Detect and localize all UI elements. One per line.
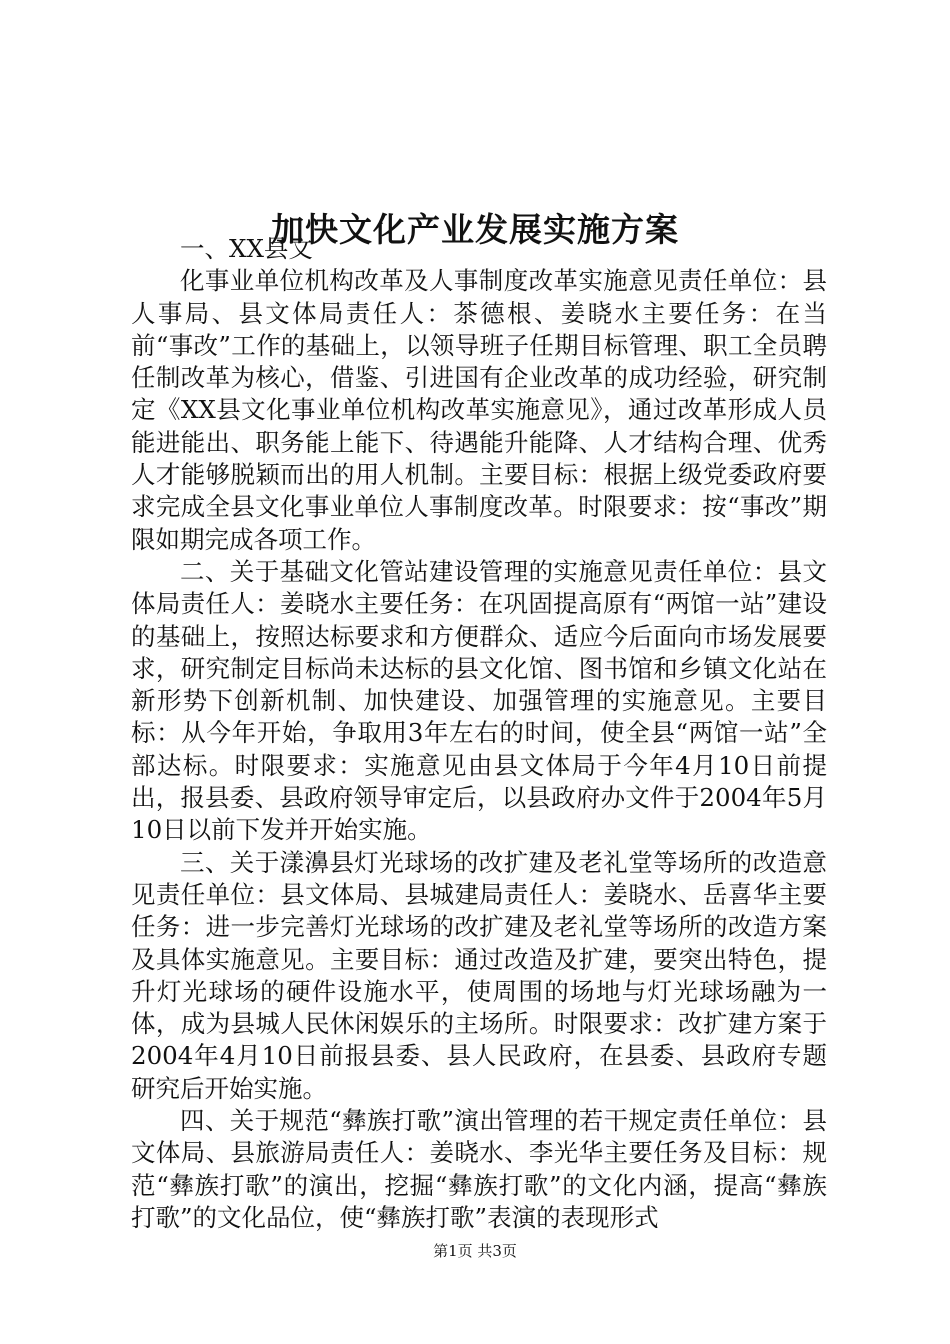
paragraph-3: 三、关于漾濞县灯光球场的改扩建及老礼堂等场所的改造意见责任单位：县文体局、县城建局责任人：姜晓水、岳喜华主要任务：进一步完善灯光球场的改扩建及老礼堂等场所的改造方案及具体实施意见。主要目标：通过改造及扩建，要突出特色，提升灯光球场的硬件设施水平，使周围的场地与灯光球场融为一体，成为县城人民休闲娱乐的主场所。时限要求：改扩建方案于2004年4月10日前报县委、县人民政府，在县委、县政府专题研究后开始实施。	[131, 847, 827, 1103]
page-number-footer: 第1页 共3页	[433, 1242, 517, 1260]
paragraph-1: 化事业单位机构改革及人事制度改革实施意见责任单位：县人事局、县文体局责任人：茶德根、姜晓水主要任务：在当前“事改”工作的基础上，以领导班子任期目标管理、职工全员聘任制改革为核心，借鉴、引进国有企业改革的成功经验，研究制定《XX县文化事业单位机构改革实施意见》，通过改革形成人员能进能出、职务能上能下、待遇能升能降、人才结构合理、优秀人才能够脱颖而出的用人机制。主要目标：根据上级党委政府要求完成全县文化事业单位人事制度改革。时限要求：按“事改”期限如期完成各项工作。	[131, 266, 827, 554]
document-title: 加快文化产业发展实施方案	[271, 210, 679, 250]
paragraph-intro: 一、XX县文	[180, 234, 313, 263]
paragraph-2: 二、关于基础文化管站建设管理的实施意见责任单位：县文体局责任人：姜晓水主要任务：在巩固提高原有“两馆一站”建设的基础上，按照达标要求和方便群众、适应今后面向市场发展要求，研究制定目标尚未达标的县文化馆、图书馆和乡镇文化站在新形势下创新机制、加快建设、加强管理的实施意见。主要目标：从今年开始，争取用3年左右的时间，使全县“两馆一站”全部达标。时限要求：实施意见由县文体局于今年4月10日前提出，报县委、县政府领导审定后，以县政府办文件于2004年5月10日以前下发并开始实施。	[131, 556, 827, 845]
paragraph-4: 四、关于规范“彝族打歌”演出管理的若干规定责任单位：县文体局、县旅游局责任人：姜晓水、李光华主要任务及目标：规范“彝族打歌”的演出，挖掘“彝族打歌”的文化内涵，提高“彝族打歌”的文化品位，使“彝族打歌”表演的表现形式	[131, 1106, 827, 1232]
document-body	[131, 233, 827, 1234]
